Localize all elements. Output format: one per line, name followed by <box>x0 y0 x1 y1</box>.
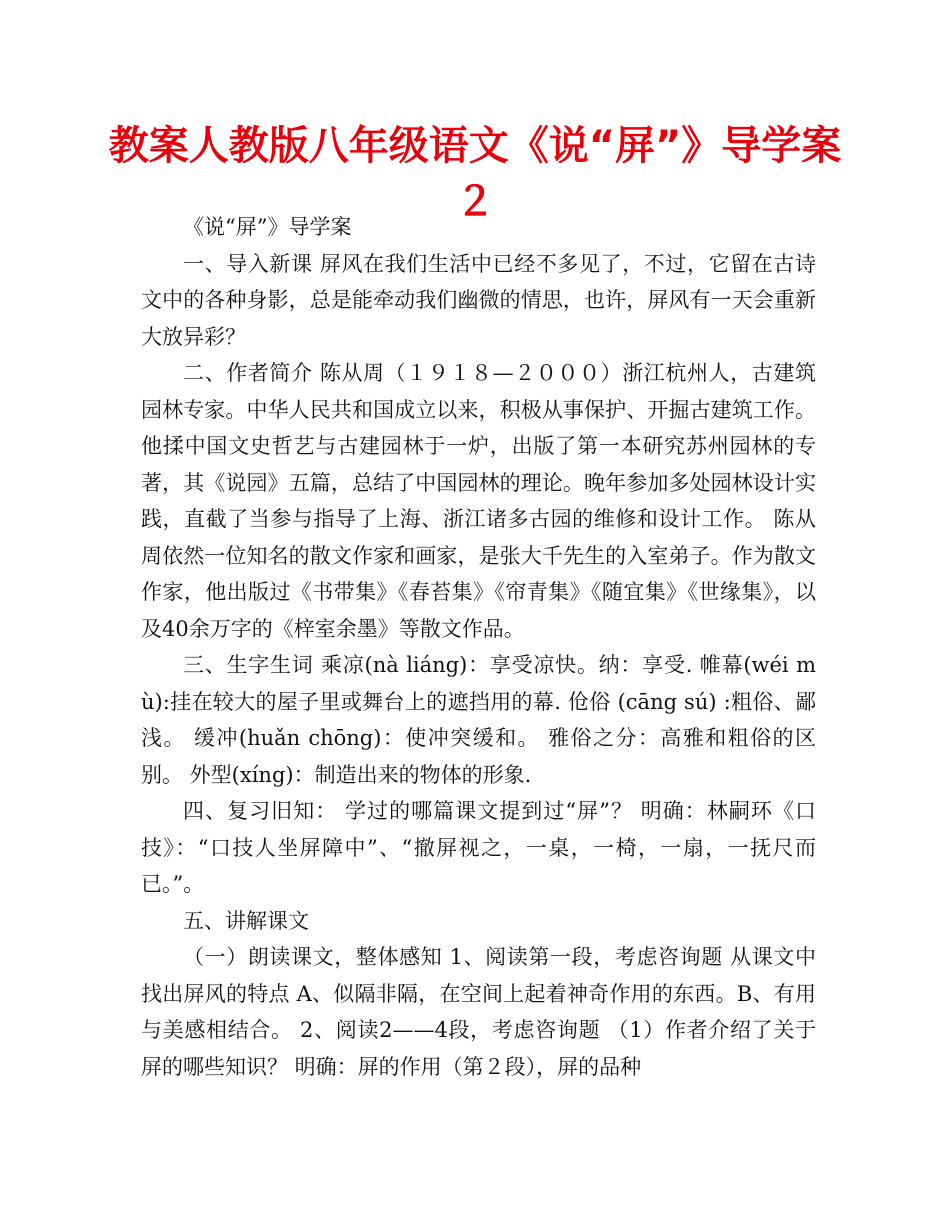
vocabulary-paragraph: 三、生字生词 乘凉(nà liáng)：享受凉快。纳：享受. 帷幕(wéi mù):挂在较大的屋子里或舞台上的遮挡用的幕. 伧俗 (cāng sú) :粗俗、鄙浅。 缓冲(huǎn chōng)：使冲突缓和。 雅俗之分：高雅和粗俗的区别。 外型(xíng)：制造出来的物体的形象. <box>141 653 816 787</box>
author-paragraph: 二、作者简介 陈从周（１９１８—２０００）浙江杭州人，古建筑园林专家。中华人民共和国成立以来，积极从事保护、开掘古建筑工作。他揉中国文史哲艺与古建园林于一炉，出版了第一本研究苏州园林的专著，其《说园》五篇，总结了中国园林的理论。晚年参加多处园林设计实践，直截了当参与指导了上海、浙江诸多古园的维修和设计工作。 陈从周依然一位知名的散文作家和画家，是张大千先生的入室弟子。作为散文作家，他出版过《书带集》《春苔集》《帘青集》《随宜集》《世缘集》，以及40余万字的《梓室余墨》等散文作品。 <box>141 361 816 641</box>
document-body <box>141 209 816 1085</box>
reading-paragraph: （一）朗读课文，整体感知 1、阅读第一段，考虑咨询题 从课文中找出屏风的特点 A、似隔非隔，在空间上起着神奇作用的东西。B、有用与美感相结合。 2、阅读2——4段，考虑咨询题 （1）作者介绍了关于屏的哪些知识？ 明确：屏的作用（第２段），屏的品种 <box>141 945 816 1079</box>
review-paragraph: 四、复习旧知： 学过的哪篇课文提到过“屏”？ 明确：林嗣环《口技》：“口技人坐屏障中”、“撤屏视之，一桌，一椅，一扇，一抚尺而已。”。 <box>141 799 816 896</box>
lesson-heading-paragraph: 五、讲解课文 <box>183 908 309 933</box>
intro-paragraph: 一、导入新课 屏风在我们生活中已经不多见了，不过，它留在古诗文中的各种身影，总是能牵动我们幽微的情思，也许，屏风有一天会重新大放异彩？ <box>141 251 816 349</box>
document-title: 教案人教版八年级语文《说“屏”》导学案２ <box>108 123 842 225</box>
subtitle-paragraph: 《说“屏”》导学案 <box>183 215 352 239</box>
